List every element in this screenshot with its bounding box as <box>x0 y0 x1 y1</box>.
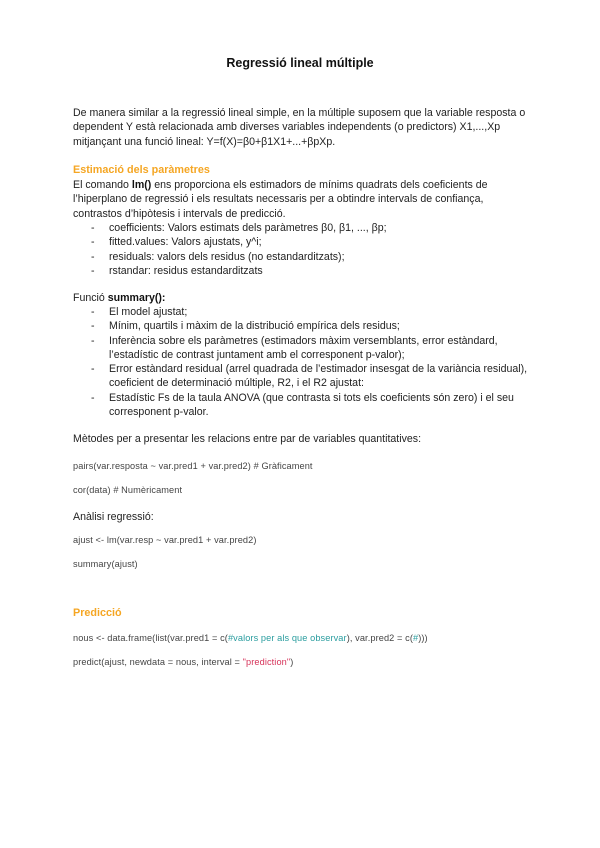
list-item: - rstandar: residus estandarditzats <box>91 264 263 277</box>
lm-paragraph <box>73 178 533 221</box>
code-string: "prediction" <box>242 657 291 667</box>
summary-label-pre: Funció <box>73 292 108 304</box>
list-item-text: residuals: valors dels residus (no estandarditzats); <box>109 250 345 263</box>
analysis-label: Anàlisi regressió: <box>73 511 154 523</box>
section-heading-estimacio: Estimació dels paràmetres <box>73 164 210 176</box>
section-heading-prediccio: Predicció <box>73 607 122 619</box>
summary-output-list <box>73 305 533 419</box>
list-item: - Inferència sobre els paràmetres (estimadors màxim versemblants, error estàndard, l’estadístic de contrast juntament amb el corresponent p-valor); <box>91 334 498 361</box>
lm-output-list <box>73 221 533 278</box>
code-cor: cor(data) # Numèricament <box>73 485 183 495</box>
code-pairs: pairs(var.resposta ~ var.pred1 + var.pred2) # Gràficament <box>73 461 313 471</box>
lm-function-name: lm() <box>131 179 152 191</box>
code-segment: ) <box>290 657 294 667</box>
list-item: - residuals: valors dels residus (no estandarditzats); <box>91 250 345 263</box>
list-item: - Estadístic Fs de la taula ANOVA (que contrasta si tots els coeficients són zero) i el seu corresponent p-valor. <box>91 391 514 419</box>
list-item: - El model ajustat; <box>91 306 188 318</box>
lm-text-pre: El comando <box>73 179 132 191</box>
code-predict <box>73 657 293 667</box>
list-item-text: El model ajustat; <box>109 306 188 318</box>
code-newdata <box>73 633 428 643</box>
list-item-text: Estadístic Fs de la taula ANOVA (que contrasta si tots els coeficients són zero) i el seu corresponent p-valor. <box>109 391 514 419</box>
code-summary: summary(ajust) <box>73 559 138 569</box>
list-item-text: Inferència sobre els paràmetres (estimadors màxim versemblants, error estàndard, l’estadístic de contrast juntament amb el corresponent p-valor); <box>109 334 498 361</box>
code-segment: nous <- data.frame(list(var.pred1 = c( <box>73 633 228 643</box>
list-item: - fitted.values: Valors ajustats, y^i; <box>91 236 262 249</box>
list-item-text: coefficients: Valors estimats dels paràmetres β0, β1, ..., βp; <box>109 222 387 234</box>
summary-label <box>73 291 533 305</box>
list-item-text: Error estàndard residual (arrel quadrada de l’estimador insesgat de la variància residual), coeficient de determinació múltiple, R2, i el R2 ajustat: <box>109 363 528 390</box>
list-item-text: rstandar: residus estandarditzats <box>109 264 263 277</box>
code-comment: # <box>412 633 419 643</box>
lm-text-post: ens proporciona els estimadors de mínims quadrats dels coeficients de l’hiperplano de regressió i els resultats necessaris per a obtindre intervals de confiança, contrastos d’hipòtesis i intervals de predicció. <box>73 179 488 220</box>
list-item: - coefficients: Valors estimats dels paràmetres β0, β1, ..., βp; <box>91 222 387 234</box>
list-item-text: Mínim, quartils i màxim de la distribució empírica dels residus; <box>109 320 400 333</box>
code-comment: #valors per als que observar <box>227 633 347 643</box>
code-segment: ))) <box>418 633 428 643</box>
list-item-text: fitted.values: Valors ajustats, y^i; <box>109 236 262 249</box>
code-segment: predict(ajust, newdata = nous, interval = <box>73 657 243 667</box>
summary-function-name: summary(): <box>107 292 166 304</box>
code-lm: ajust <- lm(var.resp ~ var.pred1 + var.pred2) <box>73 535 257 545</box>
list-item: - Mínim, quartils i màxim de la distribució empírica dels residus; <box>91 320 400 333</box>
list-item: - Error estàndard residual (arrel quadrada de l’estimador insesgat de la variància residual), coeficient de determinació múltiple, R2, i el R2 ajustat: <box>91 363 528 390</box>
methods-paragraph: Mètodes per a presentar les relacions entre par de variables quantitatives: <box>73 433 422 445</box>
intro-paragraph: De manera similar a la regressió lineal simple, en la múltiple suposem que la variable resposta o dependent Y està relacionada amb diverses variables independents (o predictors) X1,...,Xp mitjançant una funció lineal: Y=f(X)=β0+β1X1+...+βpXp. <box>73 107 526 148</box>
code-segment: ), var.pred2 = c( <box>346 633 413 643</box>
page-title: Regressió lineal múltiple <box>226 56 374 70</box>
